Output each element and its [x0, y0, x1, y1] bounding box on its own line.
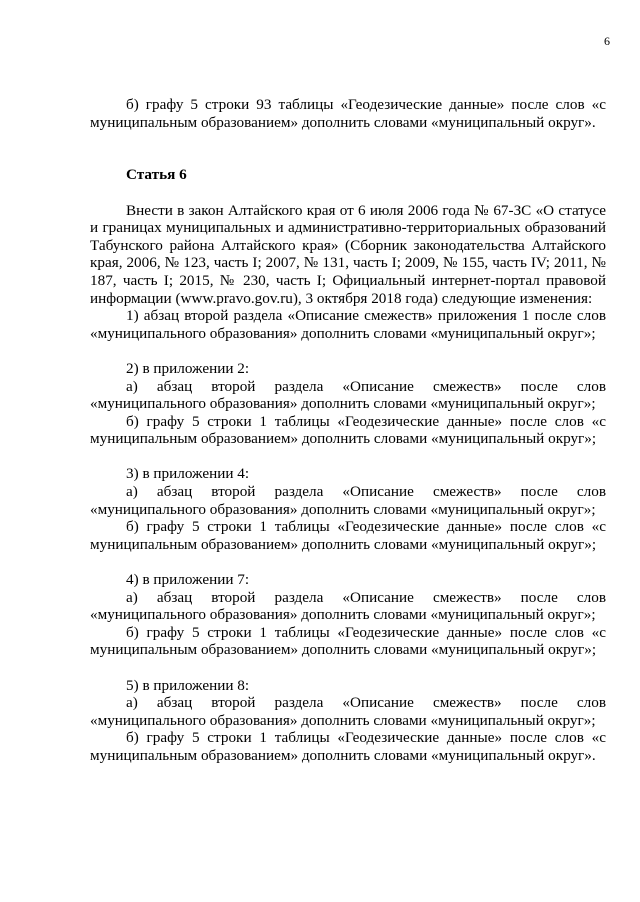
document-body	[90, 96, 606, 765]
paragraph-item-2a: а) абзац второй раздела «Описание смежеств» после слов «муниципального образования» дополнить словами «муниципальный округ»;	[90, 377, 606, 413]
paragraph-item-4a: а) абзац второй раздела «Описание смежеств» после слов «муниципального образования» дополнить словами «муниципальный округ»;	[90, 588, 606, 624]
spacer	[90, 659, 606, 677]
spacer	[90, 149, 606, 167]
paragraph-intro: б) графу 5 строки 93 таблицы «Геодезические данные» после слов «с муниципальным образованием» дополнить словами «муниципальный округ».	[90, 96, 606, 131]
spacer	[90, 553, 606, 571]
paragraph-item-2b: б) графу 5 строки 1 таблицы «Геодезические данные» после слов «с муниципальным образованием» дополнить словами «муниципальный округ»;	[90, 412, 606, 448]
paragraph-item-3: 3) в приложении 4:	[126, 465, 250, 483]
paragraph-item-2: 2) в приложении 2:	[126, 359, 250, 377]
paragraph-law-amendment: Внести в закон Алтайского края от 6 июля 2006 года № 67-ЗС «О статусе и границах муниципальных и административно-территориальных образований Табунского района Алтайского края» (Сборник законодательства Алтайского края, 2006, № 123, часть I; 2007, № 131, часть I; 2009, № 155, часть IV; 2011, № 187, часть I; 2015, № 230, часть I; Официальный интернет-портал правовой информации (www.pravo.gov.ru), 3 октября 2018 года) следующие изменения:	[90, 201, 606, 307]
paragraph-item-4b: б) графу 5 строки 1 таблицы «Геодезические данные» после слов «с муниципальным образованием» дополнить словами «муниципальный округ»;	[90, 623, 606, 659]
paragraph-item-3b: б) графу 5 строки 1 таблицы «Геодезические данные» после слов «с муниципальным образованием» дополнить словами «муниципальный округ»;	[90, 518, 606, 553]
paragraph-item-1: 1) абзац второй раздела «Описание смежеств» приложения 1 после слов «муниципального образования» дополнить словами «муниципальный округ»;	[90, 307, 606, 342]
article-heading: Статья 6	[126, 166, 187, 184]
spacer	[90, 131, 606, 149]
spacer	[90, 448, 606, 466]
spacer	[90, 342, 606, 360]
paragraph-item-5b: б) графу 5 строки 1 таблицы «Геодезические данные» после слов «с муниципальным образованием» дополнить словами «муниципальный округ».	[90, 729, 606, 764]
paragraph-item-5a: а) абзац второй раздела «Описание смежеств» после слов «муниципального образования» дополнить словами «муниципальный округ»;	[90, 694, 606, 729]
paragraph-item-5: 5) в приложении 8:	[126, 676, 250, 694]
paragraph-item-4: 4) в приложении 7:	[126, 571, 250, 589]
paragraph-item-3a: а) абзац второй раздела «Описание смежеств» после слов «муниципального образования» дополнить словами «муниципальный округ»;	[90, 483, 606, 518]
spacer	[90, 184, 606, 202]
page-number: 6	[604, 34, 610, 48]
